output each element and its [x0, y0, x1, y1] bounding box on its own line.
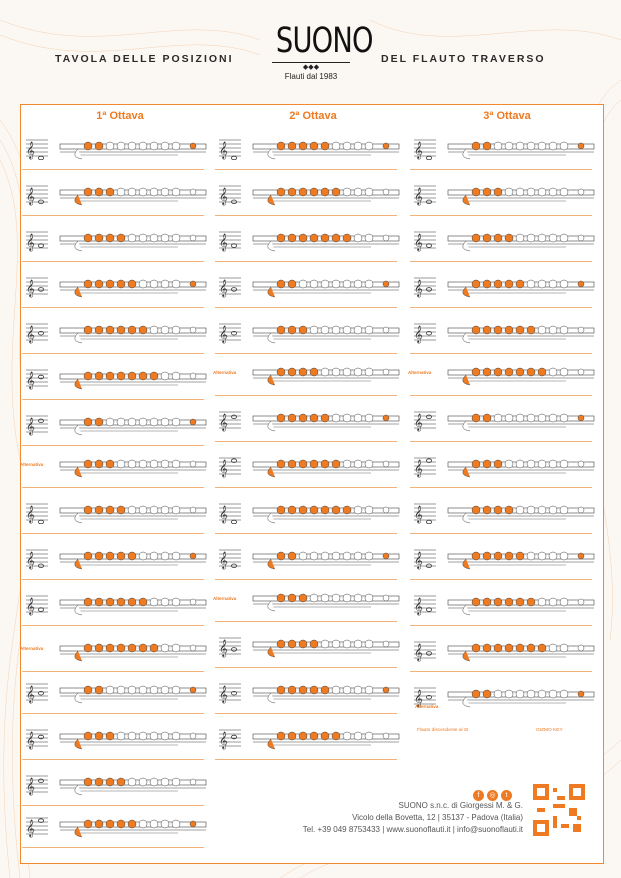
- flute-diagram: [251, 680, 401, 706]
- fingering-row: [410, 266, 592, 308]
- fingering-row: [22, 718, 204, 760]
- flute-diagram: [251, 726, 401, 752]
- row-divider: [410, 625, 592, 626]
- flute-diagram: [58, 772, 208, 798]
- row-divider: [410, 533, 592, 534]
- row-divider: [22, 579, 204, 580]
- flute-diagram: [58, 182, 208, 208]
- note-staff: [219, 134, 241, 160]
- flute-diagram: [58, 592, 208, 618]
- alternative-label: Alternativa: [20, 646, 44, 651]
- flute-diagram: [251, 588, 401, 614]
- row-divider: [22, 759, 204, 760]
- svg-text:𝄞: 𝄞: [219, 141, 228, 159]
- note-staff: [26, 134, 48, 160]
- fingering-row: [215, 672, 397, 714]
- row-divider: [22, 847, 204, 848]
- row-divider: [410, 215, 592, 216]
- row-divider: [215, 441, 397, 442]
- fingering-row: [22, 630, 204, 672]
- fingering-row: [215, 266, 397, 308]
- alternative-label: Alternativa: [213, 596, 237, 601]
- flute-diagram: [446, 454, 596, 480]
- flute-diagram: [58, 228, 208, 254]
- note-staff: [414, 272, 436, 298]
- gizmo-key-note: GIZMO KEY: [536, 728, 563, 733]
- row-divider: [215, 621, 397, 622]
- flute-diagram: [58, 136, 208, 162]
- note-staff: [414, 318, 436, 344]
- note-staff: [26, 226, 48, 252]
- alternative-label: Alternativa: [213, 370, 237, 375]
- svg-text:𝄞: 𝄞: [26, 505, 35, 523]
- row-divider: [22, 713, 204, 714]
- flute-diagram: [58, 320, 208, 346]
- flute-diagram: [58, 274, 208, 300]
- flute-diagram: [446, 274, 596, 300]
- alternative-label: Alternativa: [20, 462, 44, 467]
- fingering-row: [410, 174, 592, 216]
- flute-diagram: [58, 500, 208, 526]
- fingering-row: [22, 220, 204, 262]
- svg-text:𝄞: 𝄞: [219, 551, 228, 569]
- fingering-row: [215, 492, 397, 534]
- note-staff: [414, 406, 436, 432]
- fingering-row: [410, 446, 592, 488]
- svg-text:𝄞: 𝄞: [414, 279, 423, 297]
- note-staff: [26, 590, 48, 616]
- note-staff: [26, 678, 48, 704]
- row-divider: [22, 307, 204, 308]
- row-divider: [410, 671, 592, 672]
- column-title-octave-3: 3ª Ottava: [483, 110, 531, 122]
- row-divider: [22, 215, 204, 216]
- svg-text:𝄞: 𝄞: [414, 141, 423, 159]
- note-staff: [26, 318, 48, 344]
- column-title-octave-1: 1ª Ottava: [96, 110, 144, 122]
- svg-text:𝄞: 𝄞: [26, 141, 35, 159]
- fingering-row: [22, 538, 204, 580]
- fingering-row: [22, 492, 204, 534]
- flute-diagram: [251, 182, 401, 208]
- footer-address: Vicolo della Bovetta, 12 | 35137 - Padova (Italia): [352, 813, 523, 822]
- note-staff: [219, 498, 241, 524]
- note-staff: [219, 272, 241, 298]
- svg-text:𝄞: 𝄞: [414, 597, 423, 615]
- flute-diagram: [446, 320, 596, 346]
- svg-text:𝄞: 𝄞: [219, 459, 228, 477]
- note-staff: [219, 678, 241, 704]
- flute-diagram: [58, 726, 208, 752]
- flute-diagram: [446, 182, 596, 208]
- fingering-row: [215, 354, 397, 396]
- fingering-row: [215, 626, 397, 668]
- svg-text:𝄞: 𝄞: [26, 417, 35, 435]
- fingering-row: [215, 220, 397, 262]
- header-title-right: DEL FLAUTO TRAVERSO: [381, 53, 546, 65]
- note-staff: [219, 226, 241, 252]
- flute-diagram: [58, 454, 208, 480]
- svg-text:𝄞: 𝄞: [414, 187, 423, 205]
- row-divider: [215, 395, 397, 396]
- note-staff: [414, 452, 436, 478]
- flute-diagram: [58, 680, 208, 706]
- note-staff: [219, 632, 241, 658]
- fingering-row: [410, 220, 592, 262]
- note-staff: [219, 406, 241, 432]
- row-divider: [215, 713, 397, 714]
- fingering-row: [22, 174, 204, 216]
- flute-diagram: [446, 136, 596, 162]
- note-staff: [26, 498, 48, 524]
- note-staff: [219, 724, 241, 750]
- fingering-row: [22, 128, 204, 170]
- note-staff: [26, 724, 48, 750]
- row-divider: [22, 353, 204, 354]
- svg-text:𝄞: 𝄞: [219, 413, 228, 431]
- row-divider: [215, 261, 397, 262]
- flute-diagram: [58, 412, 208, 438]
- fingering-row: [22, 312, 204, 354]
- row-divider: [215, 487, 397, 488]
- fingering-row: [215, 446, 397, 488]
- note-staff: [26, 180, 48, 206]
- svg-text:𝄞: 𝄞: [414, 233, 423, 251]
- note-staff: [26, 544, 48, 570]
- row-divider: [410, 487, 592, 488]
- svg-text:𝄞: 𝄞: [26, 325, 35, 343]
- row-divider: [215, 759, 397, 760]
- svg-text:𝄞: 𝄞: [414, 689, 423, 707]
- flute-diagram: [446, 228, 596, 254]
- note-staff: [414, 180, 436, 206]
- logo-wordmark: SUONO: [275, 21, 373, 61]
- fingering-row: [22, 266, 204, 308]
- note-staff: [414, 590, 436, 616]
- row-divider: [22, 261, 204, 262]
- note-staff: [26, 812, 48, 838]
- svg-text:𝄞: 𝄞: [26, 279, 35, 297]
- fingering-row: [410, 128, 592, 170]
- fingering-row: [215, 580, 397, 622]
- fingering-row: [22, 446, 204, 488]
- row-divider: [215, 215, 397, 216]
- flute-diagram: [251, 634, 401, 660]
- fingering-row: [410, 354, 592, 396]
- note-staff: [219, 544, 241, 570]
- footer-contacts[interactable]: Tel. +39 049 8753433 | www.suonoflauti.it | info@suonoflauti.it: [302, 825, 523, 834]
- brand-logo: [266, 21, 373, 81]
- row-divider: [22, 625, 204, 626]
- row-divider: [215, 169, 397, 170]
- svg-text:𝄞: 𝄞: [219, 279, 228, 297]
- flute-diagram: [251, 136, 401, 162]
- row-divider: [410, 169, 592, 170]
- svg-text:𝄞: 𝄞: [219, 325, 228, 343]
- row-divider: [215, 667, 397, 668]
- flute-diagram: [446, 684, 596, 710]
- fingering-row: [22, 358, 204, 400]
- facebook-icon[interactable]: f: [473, 790, 484, 801]
- svg-text:𝄞: 𝄞: [219, 233, 228, 251]
- logo-ornament-icon: ◆◆◆: [302, 64, 320, 71]
- svg-text:𝄞: 𝄞: [219, 505, 228, 523]
- row-divider: [22, 533, 204, 534]
- flute-diagram: [446, 546, 596, 572]
- svg-text:𝄞: 𝄞: [26, 819, 35, 837]
- fingering-row: [410, 538, 592, 580]
- svg-text:𝄞: 𝄞: [26, 233, 35, 251]
- fingering-row: [410, 584, 592, 626]
- svg-text:𝄞: 𝄞: [219, 731, 228, 749]
- fingering-row: [22, 584, 204, 626]
- svg-text:𝄞: 𝄞: [414, 551, 423, 569]
- footer-contact: [303, 800, 523, 836]
- fingering-row: [215, 538, 397, 580]
- header-title-left: TAVOLA DELLE POSIZIONI: [55, 53, 234, 65]
- row-divider: [215, 307, 397, 308]
- flute-diagram: [58, 814, 208, 840]
- flute-diagram: [251, 362, 401, 388]
- flute-diagram: [251, 408, 401, 434]
- fingering-row: [410, 492, 592, 534]
- flute-diagram: [446, 638, 596, 664]
- flute-diagram: [251, 228, 401, 254]
- fingering-row: [410, 400, 592, 442]
- svg-text:𝄞: 𝄞: [26, 551, 35, 569]
- svg-text:𝄞: 𝄞: [26, 187, 35, 205]
- alternative-label: Alternativa: [415, 704, 439, 709]
- svg-text:𝄞: 𝄞: [26, 597, 35, 615]
- note-staff: [414, 544, 436, 570]
- fingering-row: [215, 128, 397, 170]
- row-divider: [22, 399, 204, 400]
- svg-text:𝄞: 𝄞: [414, 325, 423, 343]
- row-divider: [215, 533, 397, 534]
- instagram-icon[interactable]: ◎: [487, 790, 498, 801]
- svg-text:𝄞: 𝄞: [414, 643, 423, 661]
- svg-text:𝄞: 𝄞: [26, 731, 35, 749]
- fingering-row: [410, 676, 592, 718]
- fingering-row: [22, 404, 204, 446]
- note-staff: [414, 226, 436, 252]
- row-divider: [410, 395, 592, 396]
- fingering-row: [22, 672, 204, 714]
- svg-text:𝄞: 𝄞: [414, 505, 423, 523]
- note-staff: [26, 770, 48, 796]
- flute-diagram: [58, 638, 208, 664]
- note-staff: [26, 272, 48, 298]
- logo-divider: [272, 62, 350, 63]
- fingering-row: [410, 630, 592, 672]
- alternative-label: Alternativa: [408, 370, 432, 375]
- fingering-row: [215, 400, 397, 442]
- note-staff: [414, 636, 436, 662]
- twitter-icon[interactable]: t: [501, 790, 512, 801]
- flute-diagram: [58, 546, 208, 572]
- svg-text:𝄞: 𝄞: [26, 685, 35, 703]
- note-staff: [414, 498, 436, 524]
- flute-diagram: [251, 274, 401, 300]
- row-divider: [22, 169, 204, 170]
- svg-text:𝄞: 𝄞: [26, 777, 35, 795]
- note-staff: [26, 364, 48, 390]
- svg-text:𝄞: 𝄞: [414, 459, 423, 477]
- flute-diagram: [251, 454, 401, 480]
- flute-diagram: [446, 362, 596, 388]
- row-divider: [410, 441, 592, 442]
- fingering-row: [215, 174, 397, 216]
- footer-company: SUONO s.n.c. di Giorgessi M. & G.: [398, 801, 523, 810]
- note-staff: [219, 452, 241, 478]
- flute-diagram: [446, 408, 596, 434]
- qr-code: [533, 784, 585, 836]
- column-title-octave-2: 2ª Ottava: [289, 110, 337, 122]
- note-staff: [414, 134, 436, 160]
- flute-diagram: [446, 500, 596, 526]
- row-divider: [410, 307, 592, 308]
- svg-text:𝄞: 𝄞: [414, 413, 423, 431]
- fingering-row: [22, 806, 204, 848]
- svg-text:𝄞: 𝄞: [219, 187, 228, 205]
- note-staff: [26, 410, 48, 436]
- fingering-row: [215, 312, 397, 354]
- svg-text:𝄞: 𝄞: [219, 639, 228, 657]
- flute-diagram: [446, 592, 596, 618]
- fingering-row: [215, 718, 397, 760]
- fingering-row: [410, 312, 592, 354]
- row-divider: [410, 579, 592, 580]
- row-divider: [410, 261, 592, 262]
- note-staff: [219, 318, 241, 344]
- fingering-row: [22, 764, 204, 806]
- flute-diagram: [58, 366, 208, 392]
- svg-text:𝄞: 𝄞: [219, 685, 228, 703]
- logo-tagline: Flauti dal 1983: [284, 72, 338, 81]
- flute-diagram: [251, 546, 401, 572]
- row-divider: [22, 487, 204, 488]
- note-staff: [219, 180, 241, 206]
- flute-diagram: [251, 320, 401, 346]
- flute-b-foot-note: Flauto discendente al SI: [417, 728, 469, 733]
- svg-text:𝄞: 𝄞: [26, 371, 35, 389]
- flute-diagram: [251, 500, 401, 526]
